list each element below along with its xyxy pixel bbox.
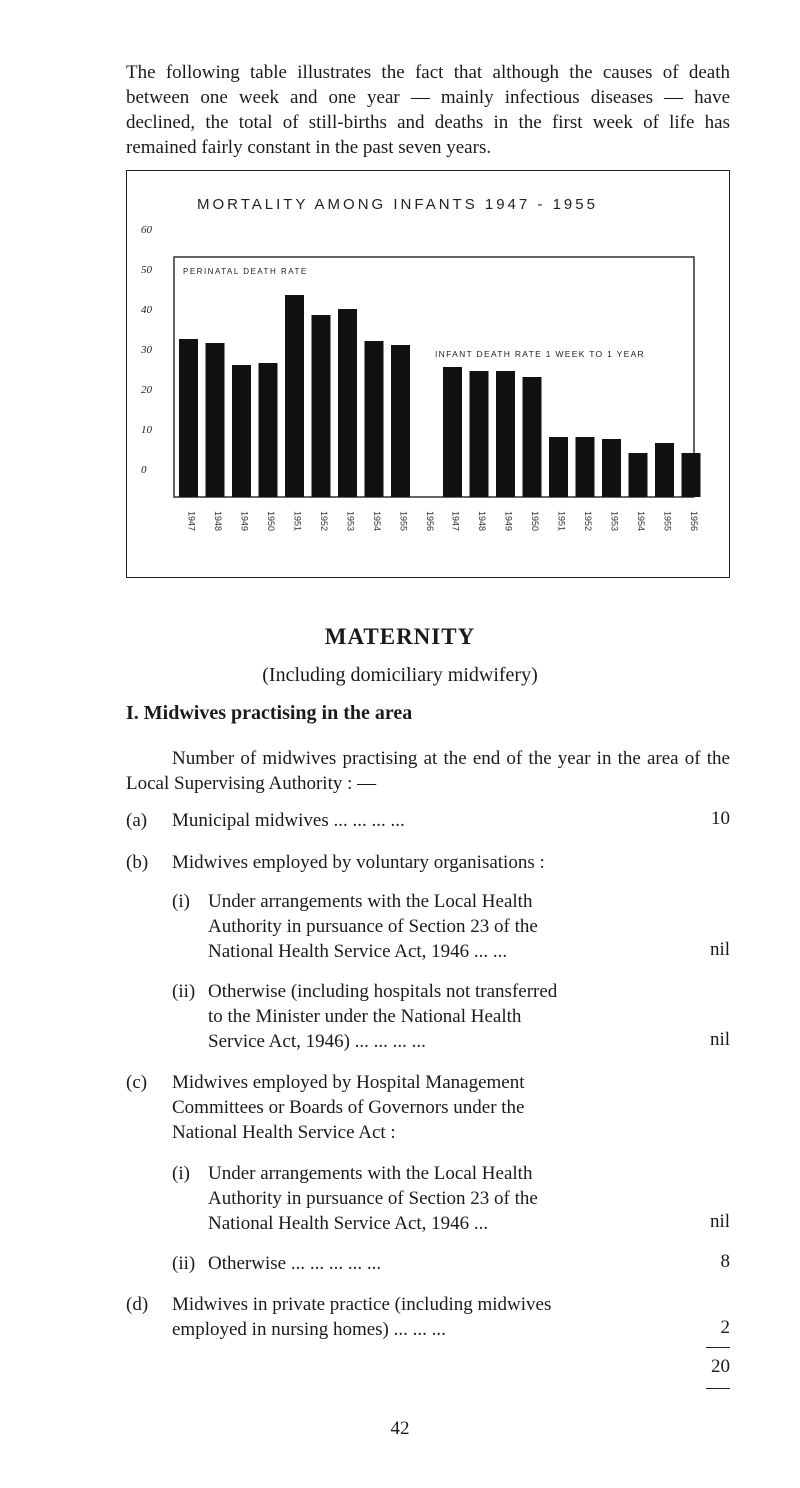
- x-tick-label: 1950: [530, 511, 540, 532]
- item-a-value: 10: [711, 808, 730, 829]
- bar-infant-1953: [602, 439, 621, 497]
- legend-infant: INFANT DEATH RATE 1 WEEK TO 1 YEAR: [435, 349, 645, 359]
- intro-paragraph: The following table illustrates the fact that although the causes of death between one week and one year — mainly infectious diseases — have declined, the total of still-births and deaths in the first week of life has remained fairly constant in the past seven years.: [126, 62, 730, 158]
- y-tick-label: 20: [141, 384, 152, 396]
- item-a-text: Municipal midwives ... ... ... ...: [172, 810, 405, 831]
- total-rule-top: [706, 1347, 730, 1348]
- item-d-value: 2: [720, 1317, 730, 1338]
- x-tick-label: 1947: [450, 511, 461, 532]
- section-paragraph: Number of midwives practising at the end of the year in the area of the Local Supervising Authority : —: [126, 748, 730, 794]
- item-c-line2: Committees or Boards of Governors under the: [172, 1097, 525, 1118]
- x-tick-label: 1949: [239, 511, 250, 532]
- bar-infant-1952: [576, 437, 595, 497]
- bar-perinatal-1949: [232, 365, 251, 497]
- legend-perinatal: PERINATAL DEATH RATE: [183, 267, 308, 276]
- x-tick-label: 1954: [372, 511, 382, 532]
- bar-infant-1948: [470, 371, 489, 497]
- x-tick-label: 1950: [266, 511, 276, 532]
- item-b1-line3: National Health Service Act, 1946 ... ...: [208, 941, 508, 962]
- bar-perinatal-1955: [391, 345, 410, 497]
- item-b1-line2: Authority in pursuance of Section 23 of the: [208, 916, 538, 937]
- x-tick-label: 1952: [583, 511, 593, 532]
- bar-infant-1947: [443, 367, 462, 497]
- bar-perinatal-1947: [179, 339, 198, 497]
- bar-infant-1951: [549, 437, 568, 497]
- x-tick-label: 1947: [186, 511, 197, 532]
- chart-canvas: [127, 171, 731, 579]
- x-tick-label: 1955: [662, 511, 673, 532]
- infant-mortality-chart: [126, 170, 730, 578]
- y-tick-label: 40: [141, 304, 152, 316]
- bar-infant-1956: [682, 453, 701, 497]
- item-b2-label: (ii): [172, 981, 196, 1002]
- item-d-label: (d): [126, 1294, 149, 1315]
- bar-infant-1949: [496, 371, 515, 497]
- item-c-line3: National Health Service Act :: [172, 1122, 396, 1143]
- section-subtitle: (Including domiciliary midwifery): [262, 664, 538, 686]
- item-b2-line3: Service Act, 1946) ... ... ... ...: [208, 1031, 426, 1052]
- item-b1-value: nil: [709, 939, 730, 960]
- item-c1-value: nil: [709, 1211, 730, 1232]
- page-number: 42: [390, 1418, 410, 1439]
- item-b1-label: (i): [172, 891, 190, 912]
- bar-perinatal-1951: [285, 295, 304, 497]
- bar-perinatal-1948: [206, 343, 225, 497]
- item-b-label: (b): [126, 852, 149, 873]
- x-tick-label: 1949: [503, 511, 514, 532]
- item-d-line1: Midwives in private practice (including midwives: [172, 1294, 552, 1315]
- y-tick-label: 10: [141, 424, 152, 436]
- section-title: MATERNITY: [324, 624, 476, 649]
- item-b2-line2: to the Minister under the National Health: [208, 1006, 522, 1027]
- item-c1-line2: Authority in pursuance of Section 23 of the: [208, 1188, 538, 1209]
- item-b1-line1: Under arrangements with the Local Health: [208, 891, 533, 912]
- x-tick-label: 1953: [345, 511, 356, 532]
- item-c2-label: (ii): [172, 1253, 196, 1274]
- x-tick-label: 1954: [636, 511, 646, 532]
- bar-perinatal-1954: [365, 341, 384, 497]
- total-rule-bottom: [706, 1388, 730, 1389]
- bar-perinatal-1952: [312, 315, 331, 497]
- y-tick-label: 30: [141, 344, 152, 356]
- item-c1-line3: National Health Service Act, 1946 ...: [208, 1213, 489, 1234]
- item-d-line2: employed in nursing homes) ... ... ...: [172, 1319, 446, 1340]
- subsection-heading: I. Midwives practising in the area: [126, 702, 413, 724]
- y-tick-label: 0: [141, 464, 147, 476]
- item-b2-line1: Otherwise (including hospitals not transferred: [208, 981, 558, 1002]
- total-value: 20: [711, 1356, 730, 1377]
- y-tick-label: 50: [141, 264, 152, 276]
- item-a-label: (a): [126, 810, 148, 831]
- x-tick-label: 1948: [213, 511, 223, 532]
- item-c2-text: Otherwise ... ... ... ... ...: [208, 1253, 382, 1274]
- x-tick-label: 1948: [477, 511, 487, 532]
- bar-infant-1955: [655, 443, 674, 497]
- x-tick-label: 1956: [689, 511, 699, 532]
- item-b-text: Midwives employed by voluntary organisations :: [172, 852, 545, 873]
- x-tick-label: 1955: [398, 511, 409, 532]
- x-tick-label: 1952: [319, 511, 329, 532]
- x-tick-label: 1951: [292, 511, 303, 532]
- x-tick-label: 1956: [425, 511, 435, 532]
- x-tick-label: 1951: [556, 511, 567, 532]
- item-c-line1: Midwives employed by Hospital Management: [172, 1072, 525, 1093]
- item-c1-line1: Under arrangements with the Local Health: [208, 1163, 533, 1184]
- chart-title: MORTALITY AMONG INFANTS 1947 - 1955: [197, 196, 598, 213]
- x-tick-label: 1953: [609, 511, 620, 532]
- item-b2-value: nil: [709, 1029, 730, 1050]
- y-tick-label: 60: [141, 224, 152, 236]
- item-c2-value: 8: [720, 1251, 730, 1272]
- bar-infant-1954: [629, 453, 648, 497]
- bar-perinatal-1953: [338, 309, 357, 497]
- item-c-label: (c): [126, 1072, 148, 1093]
- bar-infant-1950: [523, 377, 542, 497]
- item-c1-label: (i): [172, 1163, 190, 1184]
- bar-perinatal-1950: [259, 363, 278, 497]
